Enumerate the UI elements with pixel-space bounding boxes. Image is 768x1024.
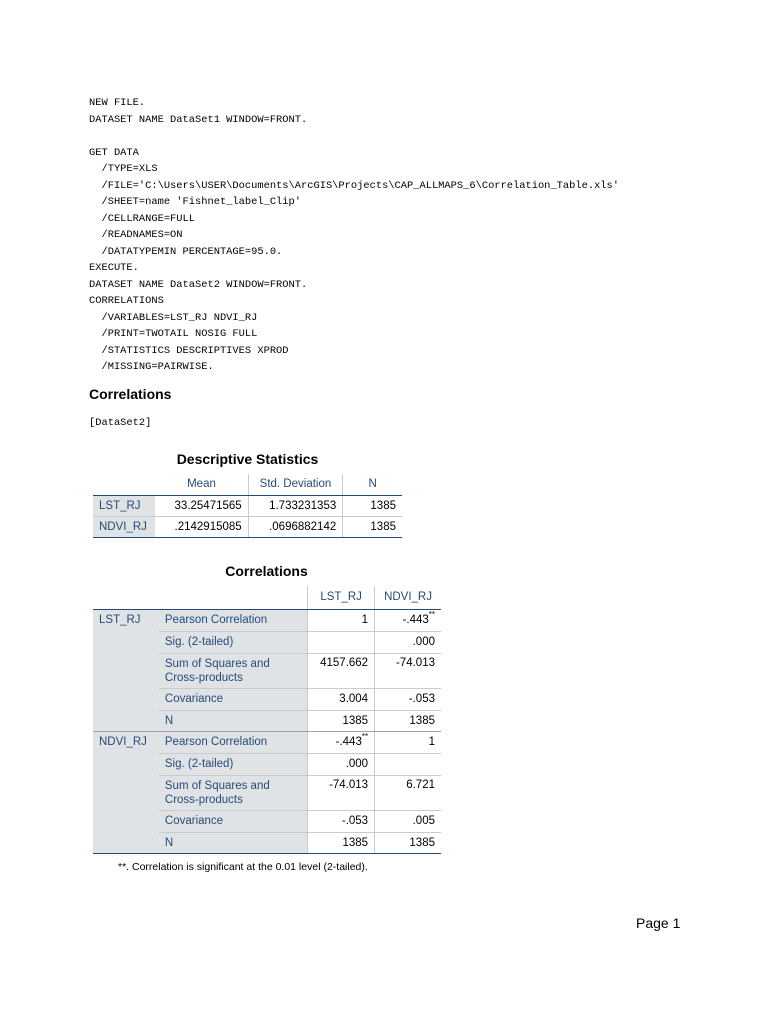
column-header: Std. Deviation (248, 474, 343, 495)
value-cell: .000 (308, 753, 375, 775)
stat-label: Sum of Squares and Cross-products (159, 775, 308, 810)
value-cell: 3.004 (308, 688, 375, 710)
value-cell: 1385 (308, 832, 375, 853)
corner-cell (159, 586, 308, 609)
corner-cell (93, 474, 155, 495)
syntax-line: /SHEET=name 'Fishnet_label_Clip' (89, 196, 302, 208)
syntax-line: CORRELATIONS (89, 295, 164, 307)
table-footnote: **. Correlation is significant at the 0.01 level (2-tailed). (118, 861, 368, 873)
value-cell (308, 631, 375, 653)
syntax-line: DATASET NAME DataSet2 WINDOW=FRONT. (89, 278, 308, 291)
n-cell: 1385 (343, 495, 402, 516)
stat-label: Covariance (159, 688, 308, 710)
table-row (93, 516, 402, 537)
syntax-line: EXECUTE. (89, 262, 139, 274)
value-cell: 1 (375, 731, 441, 753)
syntax-line: /PRINT=TWOTAIL NOSIG FULL (89, 328, 258, 340)
stat-label: Pearson Correlation (159, 609, 308, 631)
table-row (93, 731, 441, 753)
syntax-line: /TYPE=XLS (89, 163, 158, 175)
correlations-title: Correlations (225, 563, 308, 579)
value-cell: -.053 (308, 810, 375, 832)
value-cell (375, 753, 441, 775)
stat-label: Sig. (2-tailed) (159, 753, 308, 775)
table-row (93, 495, 402, 516)
mean-cell: 33.25471565 (155, 495, 248, 516)
syntax-line: GET DATA (89, 146, 139, 159)
value-cell: .000 (375, 631, 441, 653)
sd-cell: 1.733231353 (248, 495, 343, 516)
stat-label: Covariance (159, 810, 308, 832)
row-label: LST_RJ (93, 495, 155, 516)
row-label: NDVI_RJ (93, 516, 155, 537)
column-header: LST_RJ (308, 586, 375, 609)
stat-label: Sig. (2-tailed) (159, 631, 308, 653)
column-header: N (343, 474, 402, 495)
section-heading: Correlations (89, 386, 172, 402)
value-cell: 4157.662 (308, 653, 375, 688)
group-label: LST_RJ (93, 609, 159, 731)
syntax-line: DATASET NAME DataSet1 WINDOW=FRONT. (89, 113, 308, 126)
value-cell: 1385 (375, 710, 441, 731)
value-cell: -74.013 (308, 775, 375, 810)
table-header-row (93, 586, 441, 609)
stat-label: Pearson Correlation (159, 731, 308, 753)
n-cell: 1385 (343, 516, 402, 537)
column-header: NDVI_RJ (375, 586, 441, 609)
table-row (93, 609, 441, 631)
stat-label: N (159, 710, 308, 731)
page-number: Page 1 (636, 915, 681, 931)
descriptive-stats-table (93, 474, 402, 538)
corner-cell (93, 586, 159, 609)
value-cell: 1 (308, 609, 375, 631)
value-cell (308, 731, 375, 753)
dataset-label: [DataSet2] (89, 417, 152, 429)
value-cell: .005 (375, 810, 441, 832)
value-text: -.443 (335, 736, 362, 748)
value-cell: 1385 (375, 832, 441, 853)
value-cell (375, 609, 441, 631)
descriptive-stats-title: Descriptive Statistics (176, 451, 319, 467)
table-header-row (93, 474, 402, 495)
value-cell: 1385 (308, 710, 375, 731)
mean-cell: .2142915085 (155, 516, 248, 537)
group-label: NDVI_RJ (93, 731, 159, 853)
syntax-line: /DATATYPEMIN PERCENTAGE=95.0. (89, 245, 283, 258)
syntax-line: /MISSING=PAIRWISE. (89, 361, 214, 373)
syntax-line: /VARIABLES=LST_RJ NDVI_RJ (89, 311, 258, 324)
column-header: Mean (155, 474, 248, 495)
significance-marker: ** (428, 610, 435, 619)
syntax-line: /CELLRANGE=FULL (89, 212, 196, 225)
syntax-line: /STATISTICS DESCRIPTIVES XPROD (89, 344, 289, 357)
syntax-line: /READNAMES=ON (89, 229, 183, 241)
correlations-table (93, 586, 441, 854)
syntax-line: NEW FILE. (89, 97, 146, 109)
syntax-line: /FILE='C:\Users\USER\Documents\ArcGIS\Projects\CAP_ALLMAPS_6\Correlation_Table.xls' (89, 179, 620, 192)
significance-marker: ** (361, 732, 369, 741)
sd-cell: .0696882142 (248, 516, 343, 537)
value-cell: 6.721 (375, 775, 441, 810)
value-cell: -.053 (375, 688, 441, 710)
syntax-block (89, 95, 619, 376)
syntax-line (89, 128, 619, 145)
value-cell: -74.013 (375, 653, 441, 688)
stat-label: N (159, 832, 308, 853)
value-text: -.443 (402, 614, 429, 626)
stat-label: Sum of Squares and Cross-products (159, 653, 308, 688)
